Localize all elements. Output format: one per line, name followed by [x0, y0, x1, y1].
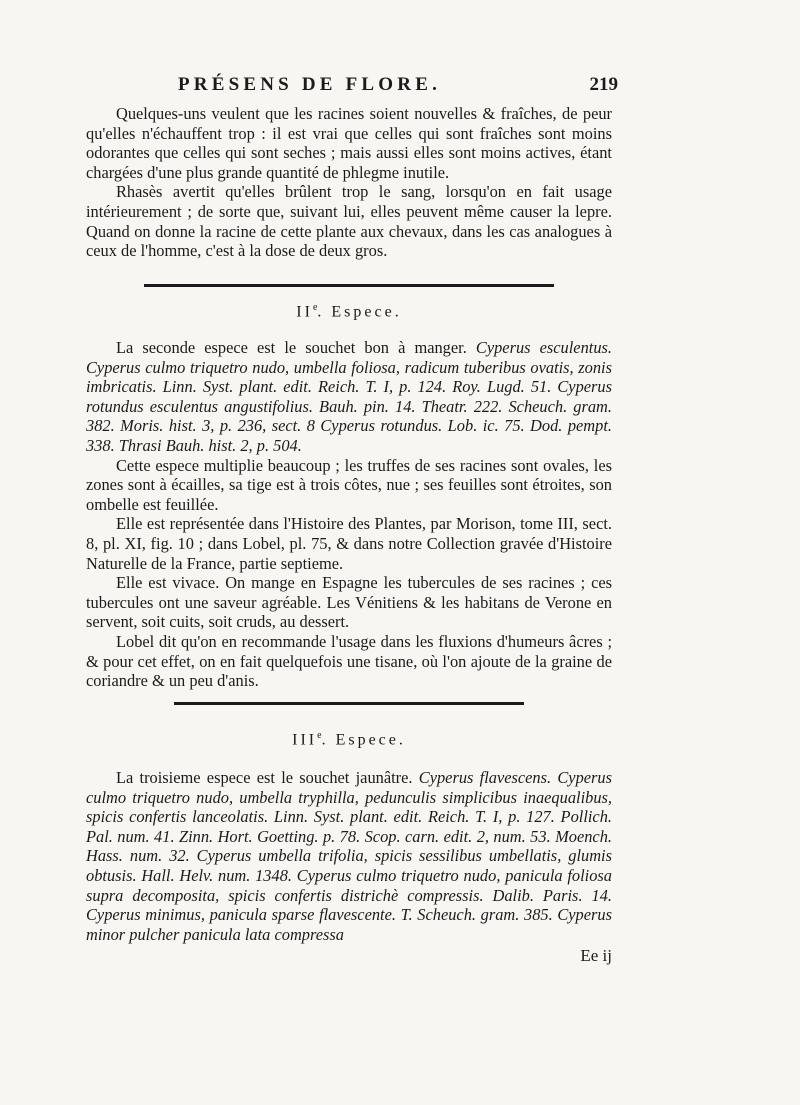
paragraph: Elle est vivace. On mange en Espagne les tubercules de ses racines ; ces tubercules ont une saveur agréable. Les Vénitiens & les habitans de Verone en servent, soit cuits, soit cruds, au dessert. [86, 573, 612, 632]
page-footer [86, 946, 612, 970]
page-number: 219 [589, 74, 618, 95]
paragraph: Cette espece multiplie beaucoup ; les truffes de ses racines sont ovales, les zones sont à écailles, sa tige est à trois côtes, nue ; ses feuilles sont étroites, son ombelle est feuillée. [86, 455, 612, 514]
species-intro: La seconde espece est le souchet bon à manger. [116, 338, 476, 357]
running-title: PRÉSENS DE FLORE. [178, 74, 442, 95]
heading-superscript: e [312, 302, 318, 313]
section-top [86, 104, 612, 261]
species-entry [86, 768, 612, 944]
heading-word: . Espece. [317, 303, 402, 321]
heading-superscript: e [317, 730, 322, 741]
species-2-heading [86, 302, 612, 321]
paragraph: Quelques-uns veulent que les racines soient nouvelles & fraîches, de peur qu'elles n'échauffent trop : il est vrai que celles qui sont fraîches sont moins odorantes que celles qui sont seches ; mais aussi elles sont moins actives, étant chargées d'une plus grande quantité de phlegme inutile. [86, 104, 612, 182]
species-entry [86, 338, 612, 456]
horizontal-rule [144, 284, 554, 287]
species-3-body [86, 768, 612, 944]
heading-number: III [292, 731, 318, 749]
section-heading [86, 302, 612, 321]
horizontal-rule [174, 702, 524, 705]
divider-rule [86, 702, 612, 705]
species-2-body [86, 338, 612, 691]
species-synonymy: Cyperus flavescens. Cyperus culmo triquetro nudo, umbella tryphilla, pedunculis simplicibus inaequalibus, spicis confertis lanceolatis. Linn. Syst. plant. edit. Reich. T. I, p. 127. Pollich. Pal. num. 41. Zinn. Hort. Goetting. p. 78. Scop. carn. edit. 2, num. 53. Moench. Hass. num. 32. Cyperus umbella trifolia, spicis sessilibus umbellatis, glumis obtusis. Hall. Helv. num. 1348. Cyperus culmo triquetro nudo, panicula foliosa supra decomposita, spicis confertis districhè compressis. Dalib. Paris. 14. Cyperus minimus, panicula sparse flavescente. T. Scheuch. gram. 385. Cyperus minor pulcher panicula lata compressa [86, 768, 612, 944]
signature-mark: Ee ij [580, 946, 612, 965]
species-synonymy: Cyperus esculentus. Cyperus culmo triquetro nudo, umbella foliosa, radicum tuberibus ovatis, zonis imbricatis. Linn. Syst. plant. edit. Reich. T. I, p. 124. Roy. Lugd. 51. Cyperus rotundus esculentus angustifolius. Bauh. pin. 14. Theatr. 222. Scheuch. gram. 382. Moris. hist. 3, p. 236, sect. 8 Cyperus rotundus. Lob. ic. 75. Dod. pempt. 338. Thrasi Bauh. hist. 2, p. 504. [86, 338, 613, 455]
paragraph: Elle est représentée dans l'Histoire des Plantes, par Morison, tome III, sect. 8, pl. XI, fig. 10 ; dans Lobel, pl. 75, & dans notre Collection gravée d'Histoire Naturelle de la France, partie septieme. [86, 514, 612, 573]
paragraph: Lobel dit qu'on en recommande l'usage dans les fluxions d'humeurs âcres ; & pour cet effet, on en fait quelquefois une tisane, où l'on ajoute de la graine de coriandre & un peu d'anis. [86, 631, 612, 691]
species-intro: La troisieme espece est le souchet jaunâtre. [116, 768, 419, 787]
heading-word: . Espece. [321, 731, 406, 749]
heading-number: II [296, 303, 313, 321]
section-heading [86, 730, 612, 749]
page-header [86, 74, 618, 100]
species-3-heading [86, 730, 612, 749]
divider-rule [86, 284, 612, 287]
paragraph: Rhasès avertit qu'elles brûlent trop le sang, lorsqu'on en fait usage intérieurement ; de sorte que, suivant lui, elles peuvent même causer la lepre. Quand on donne la racine de cette plante aux chevaux, dans les cas analogues à ceux de l'homme, c'est à la dose de deux gros. [86, 182, 612, 261]
